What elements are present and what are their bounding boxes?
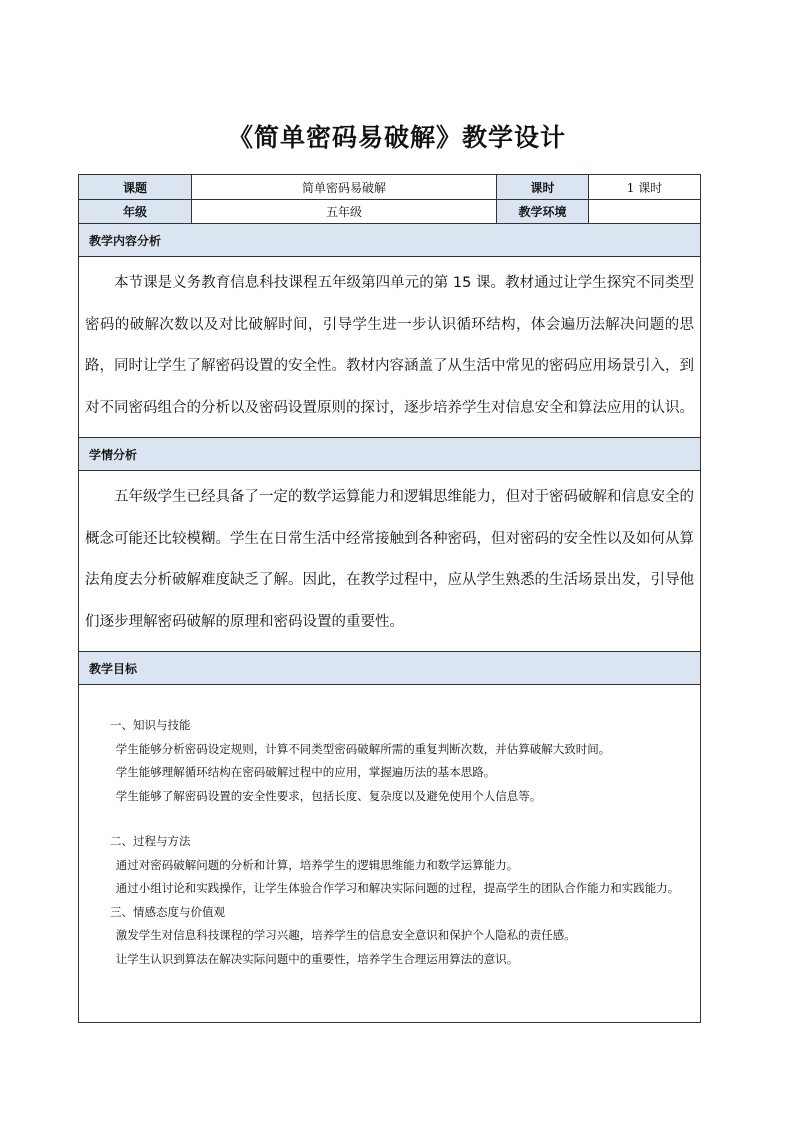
content-analysis-header-row bbox=[79, 224, 701, 257]
content-analysis-heading: 教学内容分析 bbox=[79, 224, 701, 257]
objectives-item: 激发学生对信息科技课程的学习兴趣，培养学生的信息安全意识和保护个人隐私的责任感。 bbox=[115, 928, 576, 942]
objectives-item: 让学生认识到算法在解决实际问题中的重要性，培养学生合理运用算法的意识。 bbox=[115, 951, 519, 966]
objectives-item: 学生能够了解密码设置的安全性要求，包括长度、复杂度以及避免使用个人信息等。 bbox=[115, 788, 542, 803]
objectives-item: 通过对密码破解问题的分析和计算，培养学生的逻辑思维能力和数学运算能力。 bbox=[115, 857, 519, 872]
content-analysis-text: 本节课是义务教育信息科技课程五年级第四单元的第 15 课。教材通过让学生探究不同类型密码的破解次数以及对比破解时间，引导学生进一步认识循环结构，体会遍历法解决问题的思路，同时让学生了解密码设置的安全性。教材内容涵盖了从生活中常见的密码应用场景引入，到对不同密码组合的分析以及密码设置原则的探讨，逐步培养学生对信息安全和算法应用的认识。 bbox=[85, 275, 694, 416]
student-analysis-header-row bbox=[79, 438, 701, 471]
objectives-section-3-title: 三、情感态度与价值观 bbox=[110, 904, 225, 919]
student-analysis-text: 五年级学生已经具备了一定的数学运算能力和逻辑思维能力，但对于密码破解和信息安全的概念可能还比较模糊。学生在日常生活中经常接触到各种密码，但对密码的安全性以及如何从算法角度去分析破解难度缺乏了解。因此，在教学过程中，应从学生熟悉的生活场景出发，引导他们逐步理解密码破解的原理和密码设置的重要性。 bbox=[85, 489, 694, 630]
objectives-spacer bbox=[87, 808, 692, 830]
hours-value: 1 课时 bbox=[589, 175, 701, 200]
student-analysis-body-row bbox=[79, 471, 701, 652]
objectives-item: 学生能够理解循环结构在密码破解过程中的应用，掌握遍历法的基本思路。 bbox=[115, 765, 496, 779]
info-row-grade bbox=[79, 200, 701, 224]
objectives-item: 学生能够分析密码设定规则，计算不同类型密码破解所需的重复判断次数，并估算破解大致时间。 bbox=[115, 741, 611, 756]
objectives-header-row bbox=[79, 652, 701, 685]
course-value: 简单密码易破解 bbox=[192, 175, 497, 200]
objectives-section-1-title: 一、知识与技能 bbox=[110, 718, 191, 732]
env-label: 教学环境 bbox=[497, 200, 589, 224]
env-value bbox=[589, 200, 701, 224]
page-title: 《简单密码易破解》教学设计 bbox=[227, 123, 566, 152]
content-analysis-body-row bbox=[79, 257, 701, 438]
info-row-course bbox=[79, 175, 701, 200]
grade-value: 五年级 bbox=[192, 200, 497, 224]
objectives-body-row bbox=[79, 685, 701, 1023]
hours-label: 课时 bbox=[497, 175, 589, 200]
objectives-section-2-title: 二、过程与方法 bbox=[110, 834, 191, 848]
course-label: 课题 bbox=[79, 175, 192, 200]
student-analysis-heading: 学情分析 bbox=[79, 438, 701, 471]
objectives-item: 通过小组讨论和实践操作，让学生体验合作学习和解决实际问题的过程，提高学生的团队合作能力和实践能力。 bbox=[115, 881, 680, 895]
grade-label: 年级 bbox=[79, 200, 192, 224]
objectives-heading: 教学目标 bbox=[79, 652, 701, 685]
lesson-plan-table bbox=[78, 174, 701, 1023]
